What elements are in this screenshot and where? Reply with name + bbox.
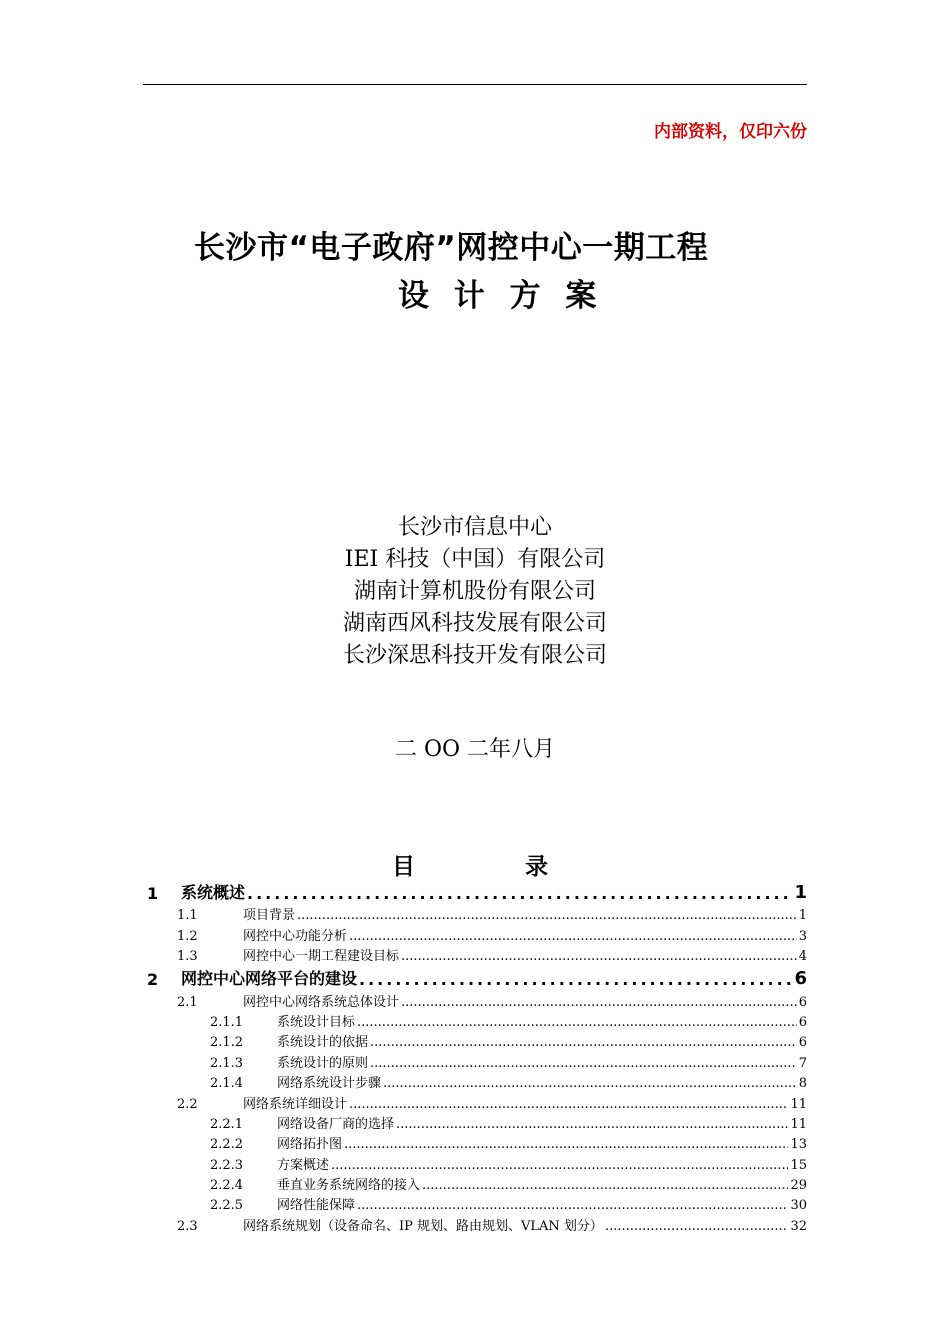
organization-list — [0, 512, 950, 672]
toc-entry[interactable] — [143, 989, 807, 1009]
toc-entry-number: 1.1 — [177, 908, 198, 924]
toc-leader-dots — [401, 994, 797, 1010]
toc-entry-number: 2.1 — [177, 994, 198, 1010]
toc-entry-page: 1 — [794, 882, 807, 903]
toc-entry-number: 1.2 — [177, 928, 198, 944]
toc-entry-number: 2 — [147, 970, 159, 990]
table-of-contents — [143, 878, 807, 1234]
toc-entry[interactable] — [143, 1173, 807, 1193]
toc-entry-number: 2.3 — [177, 1218, 198, 1234]
toc-entry[interactable] — [143, 964, 807, 989]
toc-leader-dots — [349, 928, 797, 944]
toc-entry-title: 网络系统规划（设备命名、IP 规划、路由规划、VLAN 划分） — [243, 1218, 603, 1234]
toc-entry-number: 2.1.2 — [210, 1035, 244, 1051]
toc-entry-title: 网络系统设计步骤 — [277, 1076, 382, 1092]
toc-entry-title: 系统设计目标 — [277, 1014, 356, 1030]
toc-entry-page: 3 — [798, 928, 807, 944]
toc-leader-dots — [605, 1218, 789, 1234]
toc-leader-dots — [370, 1034, 797, 1050]
toc-entry-title: 垂直业务系统网络的接入 — [277, 1178, 421, 1194]
toc-entry[interactable] — [143, 903, 807, 923]
toc-entry-title: 网络设备厂商的选择 — [277, 1116, 395, 1132]
toc-entry-page: 15 — [790, 1157, 807, 1173]
toc-entry-page: 6 — [798, 994, 807, 1010]
toc-entry-page: 6 — [794, 968, 807, 990]
toc-leader-dots — [383, 1075, 797, 1091]
toc-leader-dots — [422, 1177, 788, 1193]
toc-entry-title: 网控中心一期工程建设目标 — [243, 949, 400, 965]
toc-leader-dots — [331, 1157, 788, 1173]
toc-entry-title: 系统概述 — [181, 883, 246, 902]
toc-heading-left: 目 — [392, 854, 415, 880]
toc-leader-dots — [396, 1116, 788, 1132]
toc-entry[interactable] — [143, 878, 807, 903]
toc-entry-number: 2.1.4 — [210, 1076, 244, 1092]
header-rule — [143, 84, 807, 85]
organization-name: 湖南西风科技发展有限公司 — [342, 611, 607, 636]
organization-name: 湖南计算机股份有限公司 — [353, 579, 596, 604]
toc-entry-title: 网控中心网络平台的建设 — [181, 969, 358, 989]
toc-entry[interactable] — [143, 1193, 807, 1213]
toc-entry-title: 网络系统详细设计 — [243, 1096, 348, 1112]
toc-leader-dots — [401, 948, 797, 964]
toc-entry[interactable] — [143, 923, 807, 943]
toc-entry-number: 2.2.4 — [210, 1178, 244, 1194]
toc-entry-page: 4 — [798, 949, 807, 965]
document-title-line1: 长沙市“电子政府”网控中心一期工程 — [194, 230, 709, 266]
toc-entry-number: 2.2 — [177, 1096, 198, 1112]
toc-entry-number: 2.2.1 — [210, 1116, 244, 1132]
toc-entry-page: 32 — [790, 1218, 807, 1234]
toc-leader-dots — [359, 969, 792, 989]
toc-entry-title: 系统设计的原则 — [277, 1055, 369, 1071]
toc-entry-title: 网控中心功能分析 — [243, 928, 348, 944]
toc-entry-page: 30 — [790, 1198, 807, 1214]
organization-name: 长沙市信息中心 — [397, 515, 552, 540]
toc-leader-dots — [370, 1055, 797, 1071]
toc-heading — [392, 848, 548, 881]
toc-entry-title: 方案概述 — [277, 1157, 330, 1173]
toc-entry-page: 13 — [790, 1137, 807, 1153]
confidential-note: 内部资料，仅印六份 — [654, 122, 807, 142]
toc-heading-right: 录 — [525, 854, 548, 880]
toc-entry-title: 网络拓扑图 — [277, 1137, 343, 1153]
toc-leader-dots — [247, 883, 792, 903]
toc-entry[interactable] — [143, 1010, 807, 1030]
toc-entry-number: 1 — [147, 884, 159, 903]
toc-leader-dots — [344, 1136, 788, 1152]
toc-leader-dots — [349, 1096, 788, 1112]
toc-entry-number: 2.2.3 — [210, 1157, 244, 1173]
toc-entry-page: 11 — [790, 1096, 807, 1112]
toc-entry-page: 8 — [798, 1076, 807, 1092]
toc-entry-number: 2.1.1 — [210, 1014, 244, 1030]
toc-entry[interactable] — [143, 944, 807, 964]
toc-entry-title: 网络性能保障 — [277, 1198, 356, 1214]
toc-entry[interactable] — [143, 1132, 807, 1152]
document-date: 二 OO 二年八月 — [394, 737, 556, 762]
toc-entry[interactable] — [143, 1112, 807, 1132]
toc-entry[interactable] — [143, 1152, 807, 1172]
toc-entry-page: 6 — [798, 1014, 807, 1030]
toc-entry-page: 11 — [790, 1116, 807, 1132]
organization-name: IEI 科技（中国）有限公司 — [344, 547, 606, 572]
toc-entry-number: 2.2.2 — [210, 1137, 244, 1153]
document-title-line2: 设 计 方 案 — [398, 278, 604, 314]
toc-entry-title: 系统设计的依据 — [277, 1035, 369, 1051]
toc-entry-page: 7 — [798, 1055, 807, 1071]
toc-entry-page: 29 — [790, 1178, 807, 1194]
toc-entry[interactable] — [143, 1050, 807, 1070]
toc-entry-page: 6 — [798, 1035, 807, 1051]
toc-entry[interactable] — [143, 1091, 807, 1111]
toc-entry-title: 网控中心网络系统总体设计 — [243, 994, 400, 1010]
toc-entry[interactable] — [143, 1071, 807, 1091]
toc-entry-title: 项目背景 — [243, 908, 296, 924]
toc-entry-number: 2.2.5 — [210, 1198, 244, 1214]
toc-entry-page: 1 — [798, 908, 807, 924]
toc-entry[interactable] — [143, 1030, 807, 1050]
toc-leader-dots — [357, 1014, 797, 1030]
toc-leader-dots — [357, 1197, 788, 1213]
toc-entry[interactable] — [143, 1213, 807, 1233]
toc-entry-number: 2.1.3 — [210, 1055, 244, 1071]
toc-leader-dots — [297, 907, 797, 923]
organization-name: 长沙深思科技开发有限公司 — [342, 643, 607, 668]
toc-entry-number: 1.3 — [177, 949, 198, 965]
